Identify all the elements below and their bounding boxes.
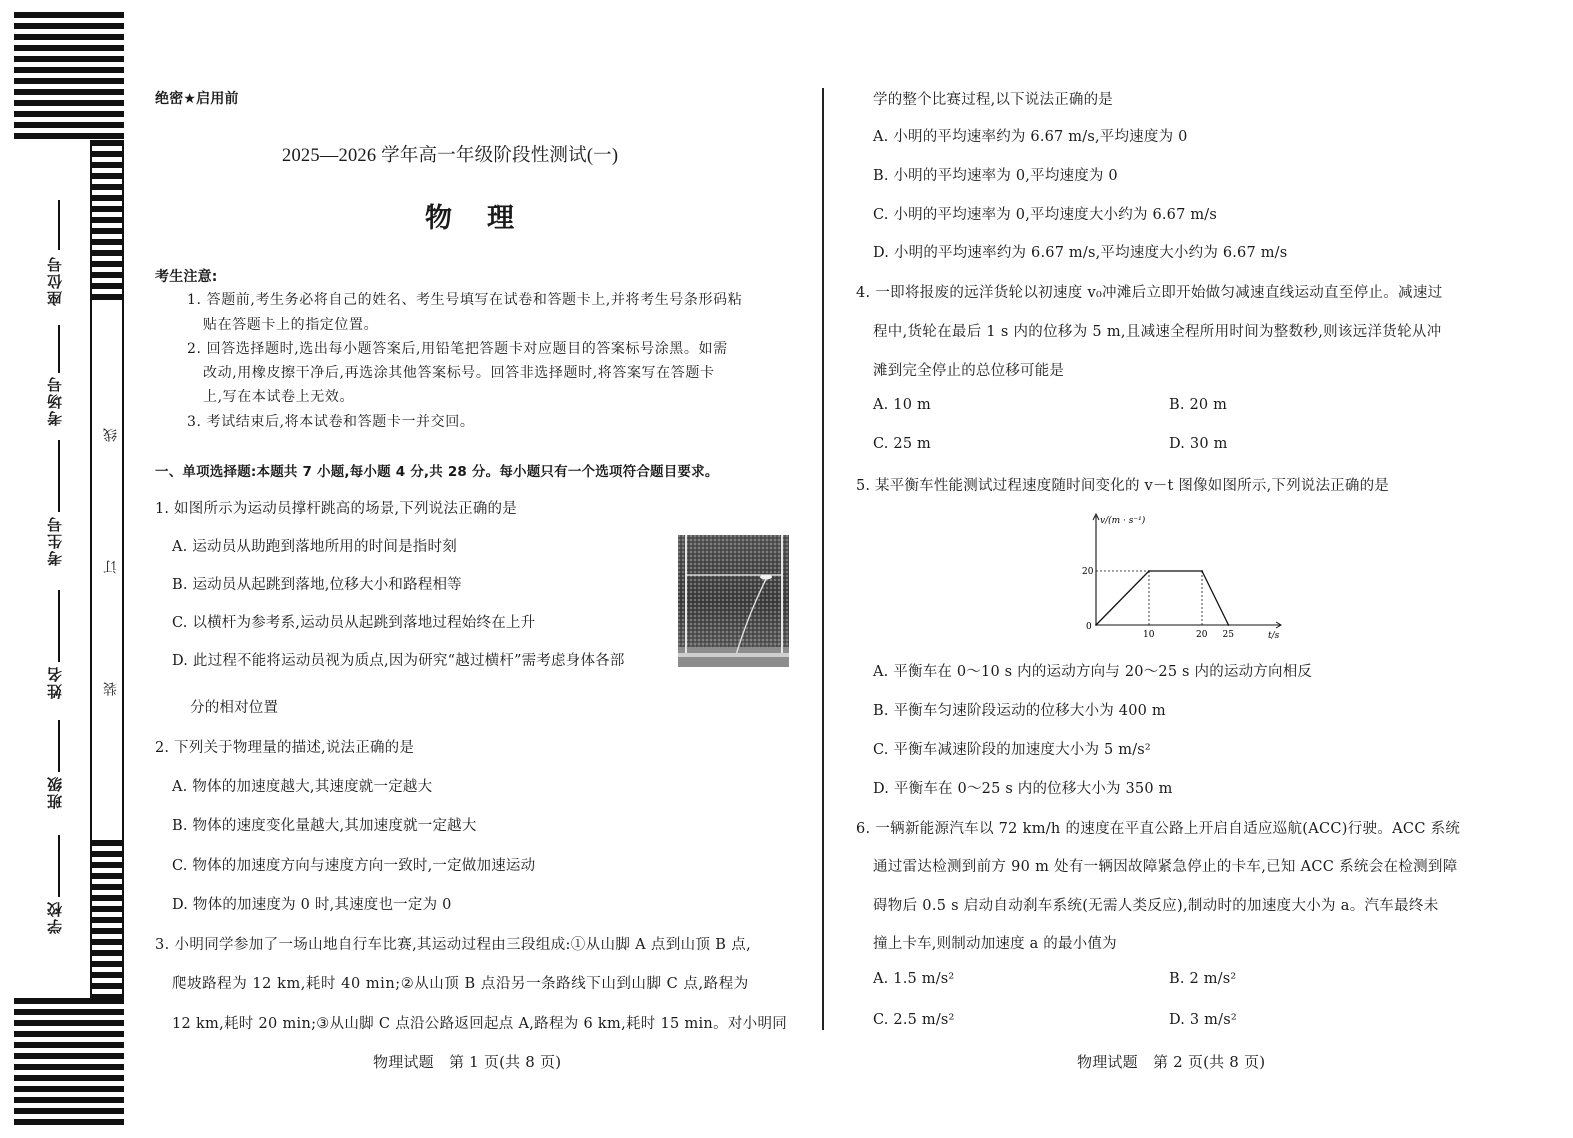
question-4-line: 程中,货轮在最后 1 s 内的位移为 5 m,且减速全程所用时间为整数秒,则该远洋货轮从冲 (873, 324, 1442, 340)
y-axis-label: v/(m · s⁻¹) (1100, 516, 1146, 526)
vt-data-point (1095, 624, 1097, 626)
notice-item: 改动,用橡皮擦干净后,再选涂其他答案标号。回答非选择题时,将答案写在答题卡 (203, 365, 715, 381)
vt-x-tick-label: 25 (1222, 630, 1234, 640)
binding-stripe (14, 133, 124, 139)
question-5-option-c[interactable]: C. 平衡车减速阶段的加速度大小为 5 m/s² (873, 742, 1151, 758)
binding-stripe (90, 840, 124, 846)
binding-stripe (14, 1097, 124, 1103)
binding-stripe (14, 1086, 124, 1092)
binding-frame-line-right (122, 140, 124, 998)
notice-item: 贴在答题卡上的指定位置。 (203, 317, 379, 333)
binding-stripe (14, 56, 124, 62)
binding-stripe (90, 851, 124, 857)
vt-data-point (1228, 624, 1230, 626)
binding-stripe (14, 34, 124, 40)
question-1-option-d-cont: 分的相对位置 (190, 700, 279, 716)
question-2-option-c[interactable]: C. 物体的加速度方向与速度方向一致时,一定做加速运动 (172, 858, 536, 874)
question-1-option-a[interactable]: A. 运动员从助跑到落地所用的时间是指时刻 (172, 539, 457, 555)
vt-x-tick-label: 20 (1196, 630, 1208, 640)
question-6-option-d[interactable]: D. 3 m/s² (1169, 1012, 1237, 1028)
binding-stripe (90, 928, 124, 934)
binding-stripe (14, 89, 124, 95)
question-3-line: 12 km,耗时 20 min;③从山脚 C 点沿公路返回起点 A,路程为 6 km,耗时 15 min。对小明同 (172, 1016, 788, 1032)
binding-stripe (90, 162, 124, 168)
question-6-line: 撞上卡车,则制动加速度 a 的最小值为 (873, 936, 1117, 952)
binding-stripe (90, 939, 124, 945)
question-2-option-d[interactable]: D. 物体的加速度为 0 时,其速度也一定为 0 (172, 897, 452, 913)
binding-stripe (90, 895, 124, 901)
candidate-number-field[interactable] (58, 440, 60, 512)
binding-stripe (14, 111, 124, 117)
question-3-line: 爬坡路程为 12 km,耗时 40 min;②从山顶 B 点沿另一条路线下山到山脚 C 点,路程为 (172, 976, 749, 992)
binding-stripe (90, 151, 124, 157)
binding-stripe (90, 906, 124, 912)
notice-item: 2. 回答选择题时,选出每小题答案后,用铅笔把答题卡对应题目的答案标号涂黑。如需 (187, 341, 728, 357)
binding-stripe (90, 173, 124, 179)
school-field[interactable] (58, 835, 60, 897)
question-3-option-d[interactable]: D. 小明的平均速率约为 6.67 m/s,平均速度大小约为 6.67 m/s (873, 245, 1288, 261)
binding-stripe (14, 1119, 124, 1125)
notice-item: 1. 答题前,考生务必将自己的姓名、考生号填写在试卷和答题卡上,并将考生号条形码粘 (187, 292, 743, 308)
binding-stripe (90, 862, 124, 868)
question-6-option-b[interactable]: B. 2 m/s² (1169, 971, 1237, 987)
exam-room-label: 考场号 (46, 375, 64, 426)
binding-stripe (90, 184, 124, 190)
question-3-option-c[interactable]: C. 小明的平均速率为 0,平均速度大小约为 6.67 m/s (873, 207, 1218, 223)
question-5-option-b[interactable]: B. 平衡车匀速阶段运动的位移大小为 400 m (873, 703, 1166, 719)
name-label: 姓名 (46, 665, 64, 699)
binding-mark-line: 线 (103, 428, 119, 442)
binding-stripe (14, 1108, 124, 1114)
question-3-option-a[interactable]: A. 小明的平均速率约为 6.67 m/s,平均速度为 0 (873, 129, 1188, 145)
binding-stripe (90, 239, 124, 245)
question-6-line: 碍物后 0.5 s 启动自动刹车系统(无需人类反应),制动时的加速度大小为 a。汽车最终未 (873, 898, 1439, 914)
vt-y-tick-label: 20 (1082, 567, 1094, 577)
binding-stripe (14, 23, 124, 29)
seat-number-label: 座位号 (46, 255, 64, 306)
question-6-option-c[interactable]: C. 2.5 m/s² (873, 1012, 955, 1028)
question-6-line: 通过雷达检测到前方 90 m 处有一辆因故障紧急停止的卡车,已知 ACC 系统会在检测到障 (873, 859, 1458, 875)
candidate-number-label: 考生号 (46, 515, 64, 566)
column-divider (822, 88, 824, 1030)
x-axis-label: t/s (1268, 631, 1280, 641)
exam-room-field[interactable] (58, 325, 60, 373)
question-5-option-a[interactable]: A. 平衡车在 0～10 s 内的运动方向与 20～25 s 内的运动方向相反 (873, 664, 1313, 680)
exam-title: 2025—2026 学年高一年级阶段性测试(一) (282, 146, 619, 166)
binding-stripe (90, 961, 124, 967)
binding-stripe (14, 67, 124, 73)
question-1-stem: 1. 如图所示为运动员撑杆跳高的场景,下列说法正确的是 (155, 501, 517, 517)
binding-stripe (90, 217, 124, 223)
binding-stripe (14, 1020, 124, 1026)
vt-series-line (1096, 571, 1229, 625)
class-label: 班级 (46, 775, 64, 809)
vt-data-point (1201, 570, 1203, 572)
binding-stripe (14, 122, 124, 128)
binding-stripe (14, 1042, 124, 1048)
binding-stripe (90, 140, 124, 146)
question-4-option-a[interactable]: A. 10 m (873, 397, 931, 413)
binding-mark-bind: 装 (103, 682, 119, 696)
binding-mark-staple: 订 (103, 560, 119, 574)
binding-stripe (90, 272, 124, 278)
question-5-stem: 5. 某平衡车性能测试过程速度随时间变化的 v－t 图像如图所示,下列说法正确的是 (856, 478, 1389, 494)
binding-stripe (14, 12, 124, 18)
question-3-continued: 学的整个比赛过程,以下说法正确的是 (873, 92, 1114, 108)
section-heading: 一、单项选择题:本题共 7 小题,每小题 4 分,共 28 分。每小题只有一个选项符合题目要求。 (155, 464, 719, 480)
question-2-stem: 2. 下列关于物理量的描述,说法正确的是 (155, 740, 415, 756)
origin-label: 0 (1086, 622, 1092, 632)
binding-stripe (14, 45, 124, 51)
seat-number-field[interactable] (58, 200, 60, 250)
vt-data-point (1148, 570, 1150, 572)
question-4-line: 4. 一即将报废的远洋货轮以初速度 v₀冲滩后立即开始做匀减速直线运动直至停止。减速过 (856, 285, 1443, 301)
question-4-option-b[interactable]: B. 20 m (1169, 397, 1228, 413)
binding-stripe (90, 917, 124, 923)
question-5-option-d[interactable]: D. 平衡车在 0～25 s 内的位移大小为 350 m (873, 781, 1173, 797)
vt-chart-svg (1080, 508, 1285, 643)
binding-stripe (14, 1064, 124, 1070)
name-field[interactable] (58, 590, 60, 662)
school-label: 学校 (46, 900, 64, 934)
question-1-option-c[interactable]: C. 以横杆为参考系,运动员从起跳到落地过程始终在上升 (172, 615, 536, 631)
notice-item: 3. 考试结束后,将本试卷和答题卡一并交回。 (187, 414, 475, 430)
page-footer-right: 物理试题 第 2 页(共 8 页) (1077, 1053, 1266, 1071)
notice-heading: 考生注意: (155, 269, 218, 285)
binding-stripe (90, 972, 124, 978)
binding-stripe (14, 1031, 124, 1037)
binding-stripe (90, 250, 124, 256)
question-2-option-a[interactable]: A. 物体的加速度越大,其速度就一定越大 (172, 779, 433, 795)
question-4-option-d[interactable]: D. 30 m (1169, 436, 1228, 452)
notice-item: 上,写在本试卷上无效。 (203, 389, 355, 405)
question-4-line: 滩到完全停止的总位移可能是 (873, 363, 1065, 379)
binding-stripe (14, 100, 124, 106)
question-3-line: 3. 小明同学参加了一场山地自行车比赛,其运动过程由三段组成:①从山脚 A 点到山顶 B 点, (155, 937, 752, 953)
page-footer-left: 物理试题 第 1 页(共 8 页) (373, 1053, 562, 1071)
confidential-label: 绝密★启用前 (155, 91, 239, 107)
binding-stripe (14, 998, 124, 1004)
question-1-option-d[interactable]: D. 此过程不能将运动员视为质点,因为研究“越过横杆”需考虑身体各部 (172, 653, 625, 669)
binding-stripe (90, 873, 124, 879)
pole-vault-photo (678, 535, 789, 667)
binding-frame-line (90, 140, 92, 998)
binding-stripe (14, 1075, 124, 1081)
vt-chart (1080, 508, 1285, 643)
question-1-option-b[interactable]: B. 运动员从起跳到落地,位移大小和路程相等 (172, 577, 462, 593)
question-4-option-c[interactable]: C. 25 m (873, 436, 932, 452)
binding-stripe (90, 884, 124, 890)
binding-stripe (90, 228, 124, 234)
subject-title: 物 理 (425, 203, 518, 234)
binding-stripe (90, 261, 124, 267)
question-3-option-b[interactable]: B. 小明的平均速率为 0,平均速度为 0 (873, 168, 1118, 184)
question-6-option-a[interactable]: A. 1.5 m/s² (873, 971, 955, 987)
binding-stripe (90, 950, 124, 956)
binding-stripe (90, 283, 124, 289)
question-2-option-b[interactable]: B. 物体的速度变化量越大,其加速度就一定越大 (172, 818, 477, 834)
class-field[interactable] (58, 720, 60, 772)
question-6-line: 6. 一辆新能源汽车以 72 km/h 的速度在平直公路上开启自适应巡航(ACC)行驶。ACC 系统 (856, 821, 1461, 837)
binding-stripe (90, 294, 124, 300)
binding-stripe (90, 195, 124, 201)
binding-stripe (90, 983, 124, 989)
binding-stripe (14, 1053, 124, 1059)
binding-stripe (14, 1009, 124, 1015)
vt-x-tick-label: 10 (1143, 630, 1155, 640)
binding-stripe (90, 206, 124, 212)
binding-stripe (14, 78, 124, 84)
